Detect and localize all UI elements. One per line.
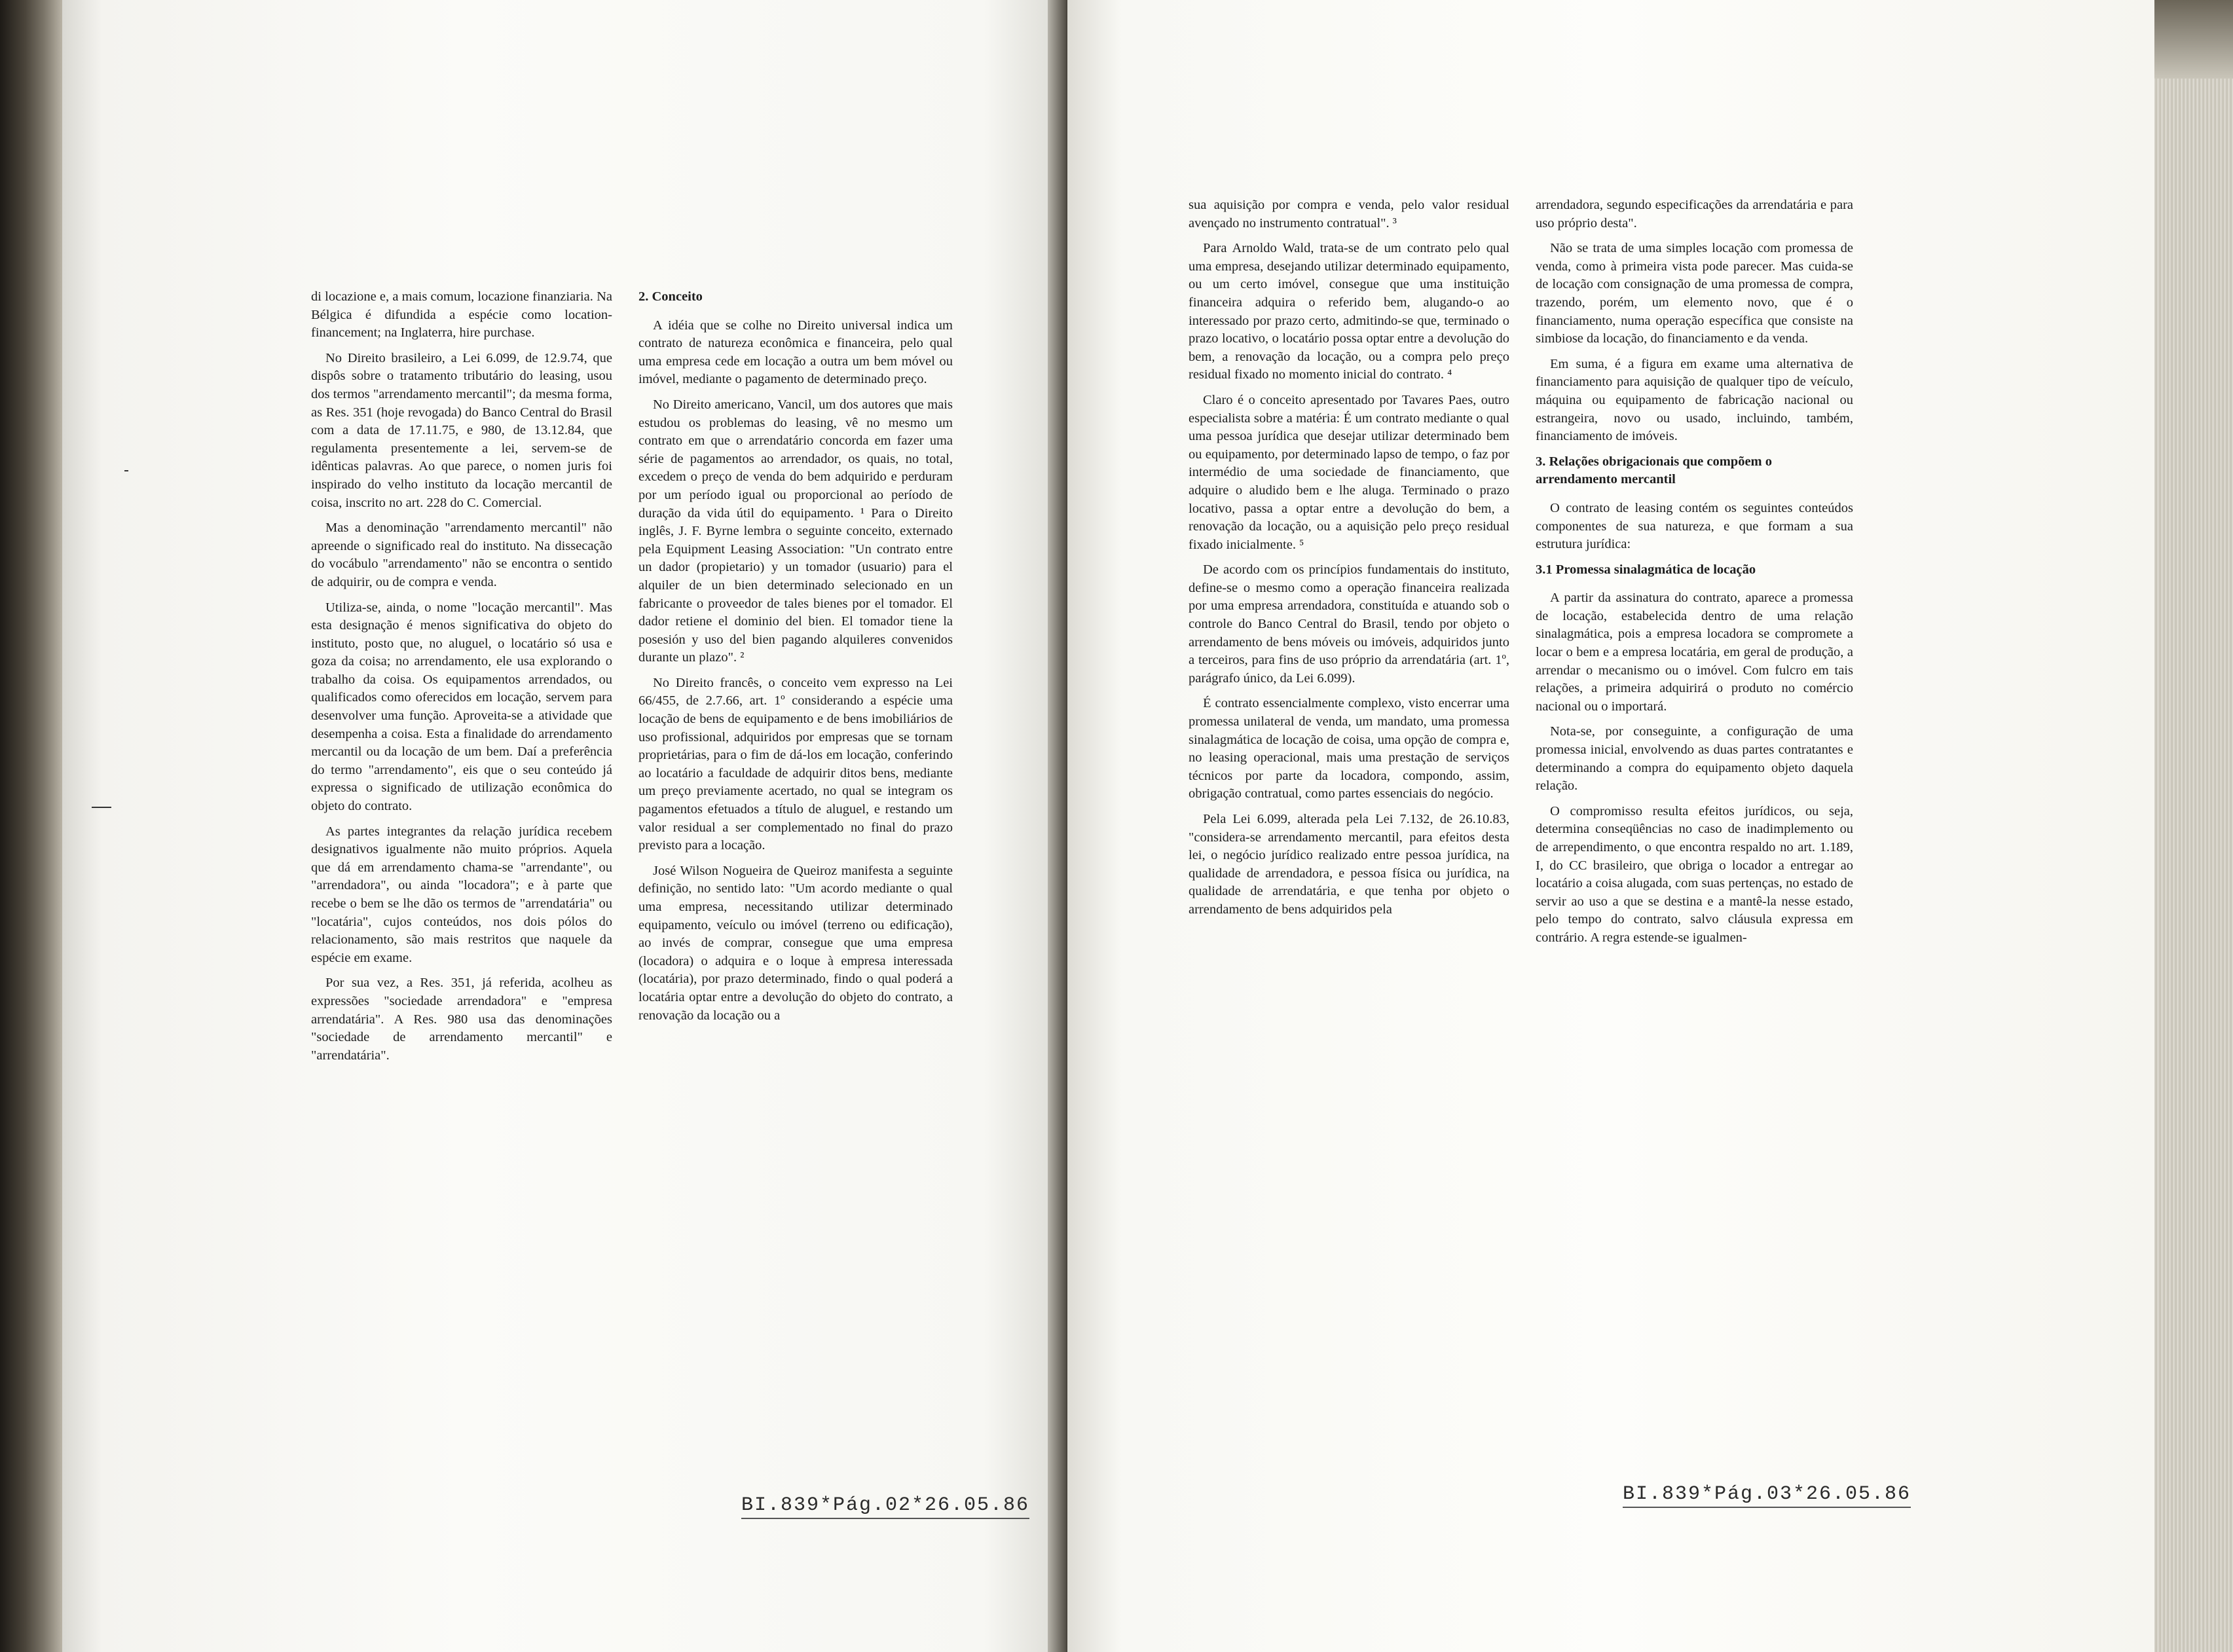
paragraph: De acordo com os princípios fundamentais do instituto, define-se o mesmo como a operação financeira realizada por uma empresa arrendadora, constituída e atuando sob o controle do Banco Central do Brasil, tendo por objeto o arrendamento de bens móveis ou imóveis, adquiridos junto a terceiros, para fins de uso próprio da arrendatária (art. 1º, parágrafo único, da Lei 6.099). (1189, 562, 1509, 686)
paragraph: Para Arnoldo Wald, trata-se de um contrato pelo qual uma empresa, desejando utilizar determinado equipamento, ou um certo imóvel, consegue que uma instituição financeira adquira o referido bem, alugando-o ao interessado por prazo certo, admitindo-se que, terminado o prazo locativo, o locatário possa optar entre a devolução do bem, a renovação da locação, ou a compra pelo preço residual fixado no momento inicial do contrato. ⁴ (1189, 241, 1509, 382)
book-edge-left (0, 0, 62, 1652)
left-page-column-1 (311, 288, 612, 1072)
paragraph: No Direito brasileiro, a Lei 6.099, de 12.9.74, que dispôs sobre o tratamento tributário do leasing, usou dos termos "arrendamento mercantil"; da mesma forma, as Res. 351 (hoje revogada) do Banco Central do Brasil com a data de 17.11.75, e 980, de 13.12.84, que regulamenta presentemente a lei, servem-se de idênticas palavras. Ao que parece, o nomen juris foi inspirado do velho instituto da locação mercantil de coisa, inscrito no art. 228 do C. Comercial. (311, 350, 612, 510)
paragraph: Por sua vez, a Res. 351, já referida, acolheu as expressões "sociedade arrendadora" e "empresa arrendatária". A Res. 980 usa das denominações "sociedade de arrendamento mercantil" e "arrendatária". (311, 976, 612, 1063)
right-page-column-1 (1189, 196, 1509, 927)
paragraph: É contrato essencialmente complexo, visto encerrar uma promessa unilateral de venda, um mandato, uma promessa sinalagmática de locação de coisa, uma opção de compra e, no leasing operacional, mais uma prestação de serviços técnicos por parte da locadora, compondo, assim, obrigação contratual, como partes essenciais do negócio. (1189, 696, 1509, 801)
paragraph: No Direito americano, Vancil, um dos autores que mais estudou os problemas do leasing, vê no mesmo um contrato em que o arrendatário concorda em fazer uma série de pagamentos ao arrendador, os quais, no total, excedem o preço de venda do bem adquirido e perduram por um período igual ou proporcional ao período de duração da vida útil do equipamento. ¹ Para o Direito inglês, J. F. Byrne lembra o seguinte conceito, externado pela Equipment Leasing Association: "Un contrato entre un dador (propietario) y un tomador (usuario) para el alquiler de un bien determinado selecionado en un fabricante o proveedor de tales bienes por el tomador. El dador retiene el dominio del bien. El tomador tiene la posesión y uso del bien pagando alquileres convenidos durante un plazo". ² (638, 397, 953, 665)
paragraph: Utiliza-se, ainda, o nome "locação mercantil". Mas esta designação é menos significativa do objeto do instituto, posto que, no aluguel, o locatário só usa e goza da coisa; no arrendamento, ele usa explorando o trabalho da coisa. Os equipamentos arrendados, ou qualificados como oferecidos em locação, servem para desenvolver uma função. Aproveita-se a atividade que desempenha a coisa. Esta a finalidade do arrendamento mercantil ou da locação de um bem. Daí a preferência do termo "arrendamento", eis que o seu conteúdo já expressa o significado de utilização econômica do objeto do contrato. (311, 600, 612, 814)
paragraph: O compromisso resulta efeitos jurídicos, ou seja, determina conseqüências no caso de inadimplemento ou de arrependimento, o que encontra respaldo no art. 1.189, I, do CC brasileiro, que obriga o locador a entregar ao locatário a coisa alugada, com suas pertenças, no estado de servir ao uso a que se destina e a mantê-la nesse estado, pelo tempo do contrato, salvo cláusula expressa em contrário. A regra estende-se igualmen- (1536, 803, 1853, 945)
right-page-column-2 (1536, 196, 1853, 955)
book-edge-right (2154, 0, 2233, 1652)
paragraph: di locazione e, a mais comum, locazione finanziaria. Na Bélgica é difundida a espécie como location-financement; na Inglaterra, hire purchase. (311, 289, 612, 340)
left-page-column-2 (638, 288, 953, 1032)
paragraph: arrendadora, segundo especificações da arrendatária e para uso próprio desta". (1536, 198, 1853, 230)
paragraph: sua aquisição por compra e venda, pelo valor residual avençado no instrumento contratual". ³ (1189, 198, 1509, 230)
scan-speck (92, 807, 111, 808)
paragraph: Mas a denominação "arrendamento mercantil" não apreende o significado real do instituto. Na dissecação do vocábulo "arrendamento" não se encontra o sentido de adquirir, ou de compra e venda. (311, 521, 612, 589)
section-heading-relacoes: 3. Relações obrigacionais que compõem o arrendamento mercantil (1536, 454, 1772, 487)
paragraph: José Wilson Nogueira de Queiroz manifesta a seguinte definição, no sentido lato: "Um acordo mediante o qual uma empresa, necessitando utilizar determinado equipamento, veículo ou imóvel (terreno ou edificação), ao invés de comprar, consegue que uma empresa (locadora) o adquira e o loque à empresa interessada (locatária), por prazo determinado, findo o qual poderá a locatária optar entre a devolução do objeto do contrato, a renovação da locação ou a (638, 863, 953, 1023)
scan-speck (124, 470, 128, 471)
paragraph: No Direito francês, o conceito vem expresso na Lei 66/455, de 2.7.66, art. 1º considerando a espécie uma locação de bens de equipamento e de bens imobiliários de uso profissional, adquiridos por empresas que se tornam proprietárias, para o fim de dá-los em locação, conferindo ao locatário a faculdade de adquirir ditos bens, mediante um preço previamente acertado, no qual se integram os pagamentos efetuados a título de aluguel, e restando um valor residual a ser complementado no final do prazo previsto para a locação. (638, 675, 953, 853)
paragraph: Pela Lei 6.099, alterada pela Lei 7.132, de 26.10.83, "considera-se arrendamento mercantil, para efeitos desta lei, o negócio jurídico realizado entre pessoa jurídica, na qualidade de arrendadora, e pessoa física ou jurídica, na qualidade de arrendatária, e que tenha por objeto o arrendamento de bens adquiridos pela (1189, 812, 1509, 917)
section-heading-conceito: 2. Conceito (638, 289, 703, 304)
paragraph: A partir da assinatura do contrato, aparece a promessa de locação, estabelecida dentro de uma relação sinalagmática, pois a empresa locadora se compromete a locar o bem e a empresa locatária, em geral de produção, a arrendar o mecanismo ou o imóvel. Com fulcro em tais relações, a primeira adquirirá o produto no comércio nacional ou o importará. (1536, 591, 1853, 714)
page-footer-right: BI.839*Pág.03*26.05.86 (1623, 1483, 1911, 1508)
paragraph: Nota-se, por conseguinte, a configuração de uma promessa inicial, envolvendo as duas partes contratantes e determinando a compra do equipamento objeto daquela relação. (1536, 724, 1853, 794)
paragraph: As partes integrantes da relação jurídica recebem designativos igualmente não muito próprios. Aquela que dá em arrendamento chama-se "arrendante", ou "arrendadora", ou ainda "locadora"; e à parte que recebe o bem se lhe dão os termos de "arrendatária" ou "locatária", cujos conteúdos, nos dois pólos do relacionamento, são mais restritos que naquele da espécie em exame. (311, 824, 612, 965)
paragraph: O contrato de leasing contém os seguintes conteúdos componentes de sua natureza, e que formam a sua estrutura jurídica: (1536, 500, 1853, 552)
page-footer-left: BI.839*Pág.02*26.05.86 (741, 1494, 1029, 1519)
paragraph: Não se trata de uma simples locação com promessa de venda, como à primeira vista pode parecer. Mas cuida-se de locação com consignação de uma promessa de compra, trazendo, porém, um elemento novo, que é o financiamento, numa operação específica que consiste na simbiose da locação, do financiamento e da venda. (1536, 241, 1853, 346)
paragraph: Claro é o conceito apresentado por Tavares Paes, outro especialista sobre a matéria: É um contrato mediante o qual uma pessoa jurídica que desejar utilizar determinado bem ou equipamento, por determinado lapso de tempo, o faz por intermédio de uma sociedade de financiamento, que adquire o aludido bem e lhe aluga. Terminado o prazo locativo, passa a optar entre a devolução do bem, a renovação da locação, ou a aquisição pelo preço residual fixado inicialmente. ⁵ (1189, 392, 1509, 552)
paragraph: A idéia que se colhe no Direito universal indica um contrato de natureza econômica e financeira, pelo qual uma empresa cede em locação a outra um bem móvel ou imóvel, mediante o pagamento de determinado preço. (638, 318, 953, 387)
section-heading-promessa: 3.1 Promessa sinalagmática de locação (1536, 562, 1756, 577)
paragraph: Em suma, é a figura em exame uma alternativa de financiamento para aquisição de qualquer tipo de veículo, máquina ou equipamento de fabricação nacional ou estrangeira, novo ou usado, incluindo, também, financiamento de imóveis. (1536, 356, 1853, 444)
